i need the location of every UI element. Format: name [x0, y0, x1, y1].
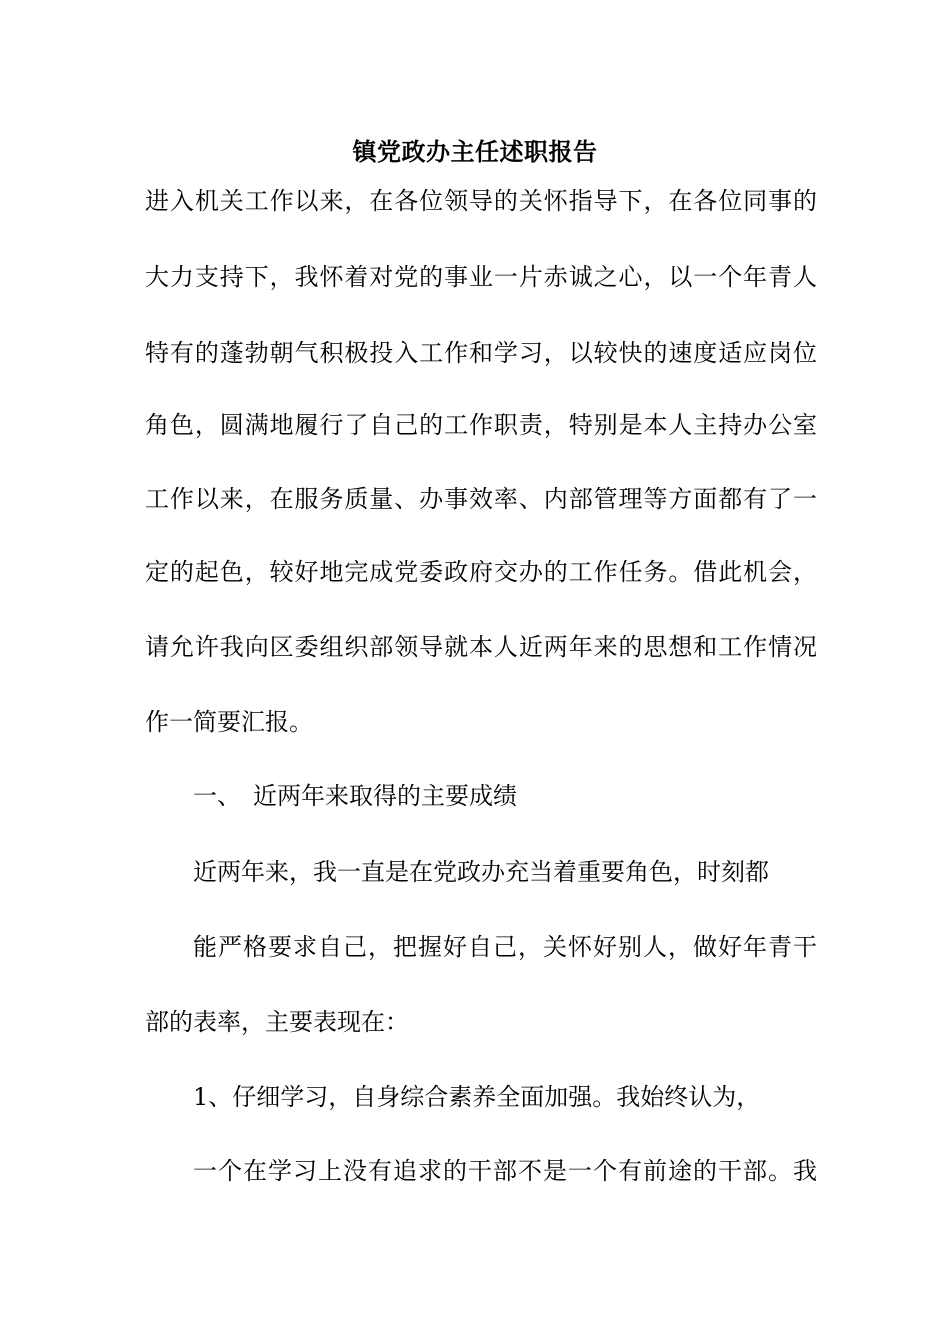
body-line-13: 一个在学习上没有追求的干部不是一个有前途的干部。我	[193, 1157, 817, 1185]
body-line-5: 工作以来，在服务质量、办事效率、内部管理等方面都有了一	[145, 485, 817, 513]
body-line-1: 进入机关工作以来，在各位领导的关怀指导下，在各位同事的	[145, 187, 817, 215]
section-number: 一、	[193, 782, 241, 810]
section-heading	[193, 777, 817, 815]
body-line-2: 大力支持下，我怀着对党的事业一片赤诚之心，以一个年青人	[145, 263, 817, 291]
body-line-9: 近两年来，我一直是在党政办充当着重要角色，时刻都	[193, 858, 769, 886]
body-line-11: 部的表率，主要表现在：	[145, 1008, 409, 1036]
body-line-3: 特有的蓬勃朝气积极投入工作和学习，以较快的速度适应岗位	[145, 339, 817, 367]
body-line-4: 角色，圆满地履行了自己的工作职责，特别是本人主持办公室	[145, 411, 817, 439]
body-line-12: 1、仔细学习，自身综合素养全面加强。我始终认为，	[193, 1083, 761, 1111]
body-line-10: 能严格要求自己，把握好自己，关怀好别人，做好年青干	[193, 933, 817, 961]
body-line-7: 请允许我向区委组织部领导就本人近两年来的思想和工作情况	[145, 633, 817, 661]
section-heading-text: 近两年来取得的主要成绩	[253, 782, 517, 810]
body-line-8: 作一简要汇报。	[145, 708, 313, 736]
body-line-6: 定的起色，较好地完成党委政府交办的工作任务。借此机会，	[145, 558, 817, 586]
document-title: 镇党政办主任述职报告	[352, 137, 598, 166]
